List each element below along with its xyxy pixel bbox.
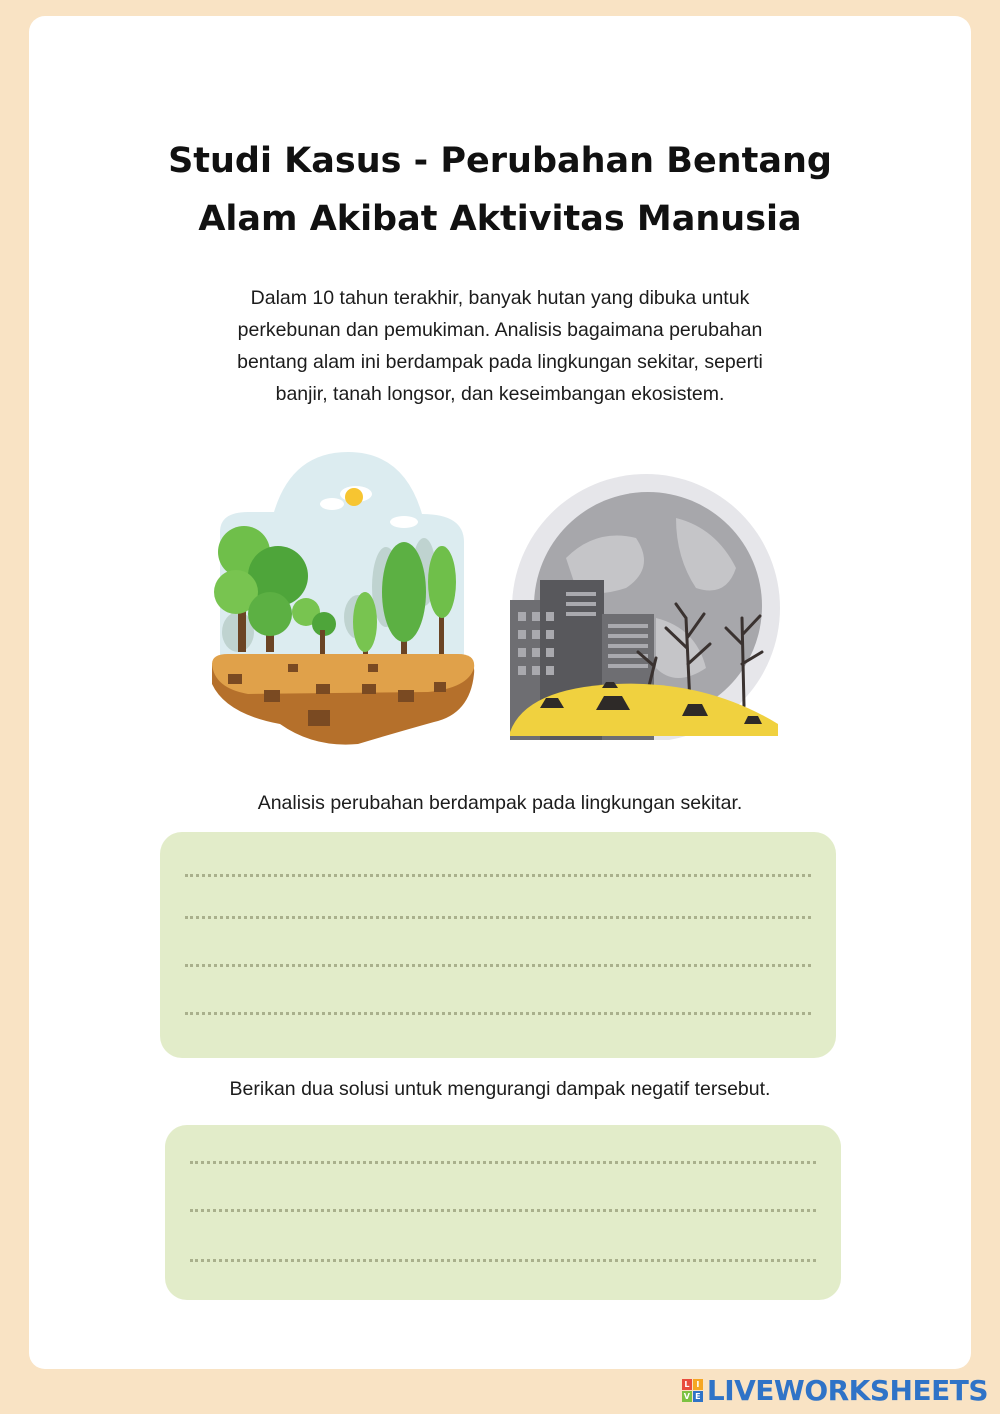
logo-icon: L I V E	[682, 1379, 703, 1402]
page-title	[0, 132, 1000, 248]
case-description	[170, 282, 830, 410]
title-line: Alam Akibat Aktivitas Manusia	[198, 199, 802, 239]
question-one: Analisis perubahan berdampak pada lingkungan sekitar.	[257, 792, 743, 814]
answer-input-one[interactable]	[160, 832, 836, 1058]
answer-box-one[interactable]	[160, 832, 836, 1058]
title-line: Studi Kasus - Perubahan Bentang	[168, 141, 832, 181]
forest-clearing-illustration	[208, 452, 480, 748]
city-deforestation-illustration	[506, 468, 782, 740]
answer-box-two[interactable]	[165, 1125, 841, 1300]
description-line: bentang alam ini berdampak pada lingkungan sekitar, seperti	[237, 351, 763, 373]
liveworksheets-logo	[682, 1373, 988, 1407]
description-line: Dalam 10 tahun terakhir, banyak hutan yang dibuka untuk	[250, 287, 750, 309]
description-line: perkebunan dan pemukiman. Analisis bagaimana perubahan	[237, 319, 763, 341]
answer-input-two[interactable]	[165, 1125, 841, 1300]
logo-text: LIVEWORKSHEETS	[706, 1373, 988, 1407]
question-two: Berikan dua solusi untuk mengurangi dampak negatif tersebut.	[229, 1078, 771, 1100]
description-line: banjir, tanah longsor, dan keseimbangan ekosistem.	[275, 383, 725, 405]
